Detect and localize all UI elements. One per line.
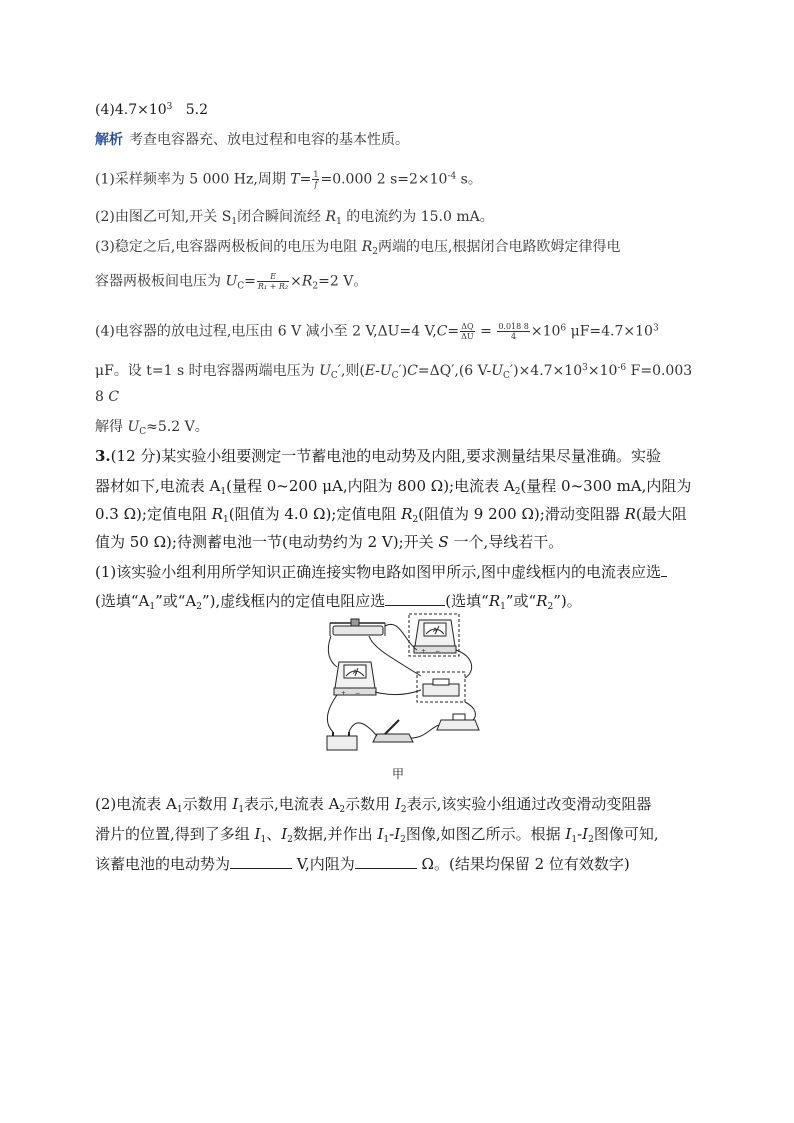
analysis-label: 解析 [95,132,123,148]
answer-blank-resistance[interactable] [355,854,417,869]
question-3-part-2-line-3: 该蓄电池的电动势为 V,内阻为 Ω。(结果均保留 2 位有效数字) [95,855,630,873]
analysis-heading: 解析 考查电容器充、放电过程和电容的基本性质。 [95,132,409,148]
question-3-part-2-line-1: (2)电流表 $A_1$示数用 $I_1$表示,电流表 $A_2$示数用 $I_2$表示,该实验小组通过改变滑动变阻器 [95,795,652,815]
wire-2 [456,650,472,678]
solution-line-3: (3)稳定之后,电容器两极板间的电压为电阻 $R_2$两端的电压,根据闭合电路欧姆定律得电 [95,239,621,257]
answer-line-4: $(4)4.7\times 10^3$ 5.2 [95,102,208,118]
solution-line-7: 8 C [95,389,120,405]
wire-7 [411,725,439,738]
question-3-part-1: (1)该实验小组利用所学知识正确连接实物电路如图甲所示,图中虚线框内的电流表应选 [95,562,667,581]
wire-8 [465,702,475,720]
solution-line-1: (1)采样频率为 5 000 Hz,周期 T= $\frac{1}{f}$ =0.000 2 $s=2\times 10^{-4}$ s。 [95,170,482,189]
minus-label-2: − [355,690,361,697]
question-3-line-4: 值为 50 Ω);待测蓄电池一节(电动势约为 2 V);开关 S 一个,导线若干。 [95,533,564,551]
figure-caption: 甲 [392,767,405,781]
question-3-line-3: 0.3 Ω);定值电阻 $R_1$(阻值为 4.0 Ω);定值电阻 $R_2$(阻值为 9 200 Ω);滑动变阻器 R(最大阻 [95,505,687,525]
wire-6 [349,723,377,736]
answer-blank-resistor[interactable] [385,591,445,606]
solution-line-4: 容器两极板间电压为 $U_C=$ $\frac{E}{\text{R₁ + R₂}}$ $\times R_2=2$ V。 [95,272,368,292]
battery-icon [327,732,357,750]
meter-top-label: A [433,627,438,634]
switch-icon [373,720,413,742]
wire-5 [327,695,337,732]
circuit-figure [325,612,480,762]
meter-middle-label: A [353,669,358,676]
solution-line-8: 解得 $U_C\approx 5.2$ V。 [95,419,209,437]
question-3-part-2-line-2: 滑片的位置,得到了多组 $I_1$、$I_2$数据,并作出 $I_1-I_2$图像,如图乙所示。根据 $I_1-I_2$图像可知, [95,825,659,845]
resistor-icon [423,679,459,696]
plus-label-2: + [341,690,347,697]
minus-label-1: − [435,648,441,655]
question-3-line-1: 3.(12 分)某实验小组要测定一节蓄电池的电动势及内阻,要求测量结果尽量准确。实验 [95,447,662,465]
rheostat-icon [330,619,385,636]
solution-line-5: (4)电容器的放电过程,电压由 6 V 减小至 2 V,ΔU=4 V,C= $\frac{\Delta Q}{\Delta U}$ = $\frac{0.018 8}{4}$ $\times 10^6$ $\mu F=4.7\times 10^3$ [95,322,659,341]
wire-1 [385,624,417,650]
plus-label-1: + [421,648,427,655]
fixed-resistor-icon [437,714,479,730]
solution-line-2: (2)由图乙可知,开关 $S_1$闭合瞬间流经 $R_1$ 的电流约为 15.0 mA。 [95,209,494,227]
question-3-part-1-cont: (选填“$A_1$”或“$A_2$”),虚线框内的定值电阻应选 (选填“$R_1$”或“$R_2$”)。 [95,592,582,612]
wire-4 [375,690,421,695]
wire-3 [328,636,337,667]
question-3-line-2: 器材如下,电流表 $A_1$(量程 0~200 μA,内阻为 800 Ω);电流表 $A_2$(量程 0~300 mA,内阻为 [95,477,692,497]
answer-blank-emf[interactable] [230,854,292,869]
solution-line-6: μF。设 t=1 s 时电容器两端电压为 $U_C'$,则$(E-U_C')C=\Delta Q',(6$ $V-U_C')\times 4.7\times 10^3\times 10^{-6}$ F=0.003 [95,363,693,381]
